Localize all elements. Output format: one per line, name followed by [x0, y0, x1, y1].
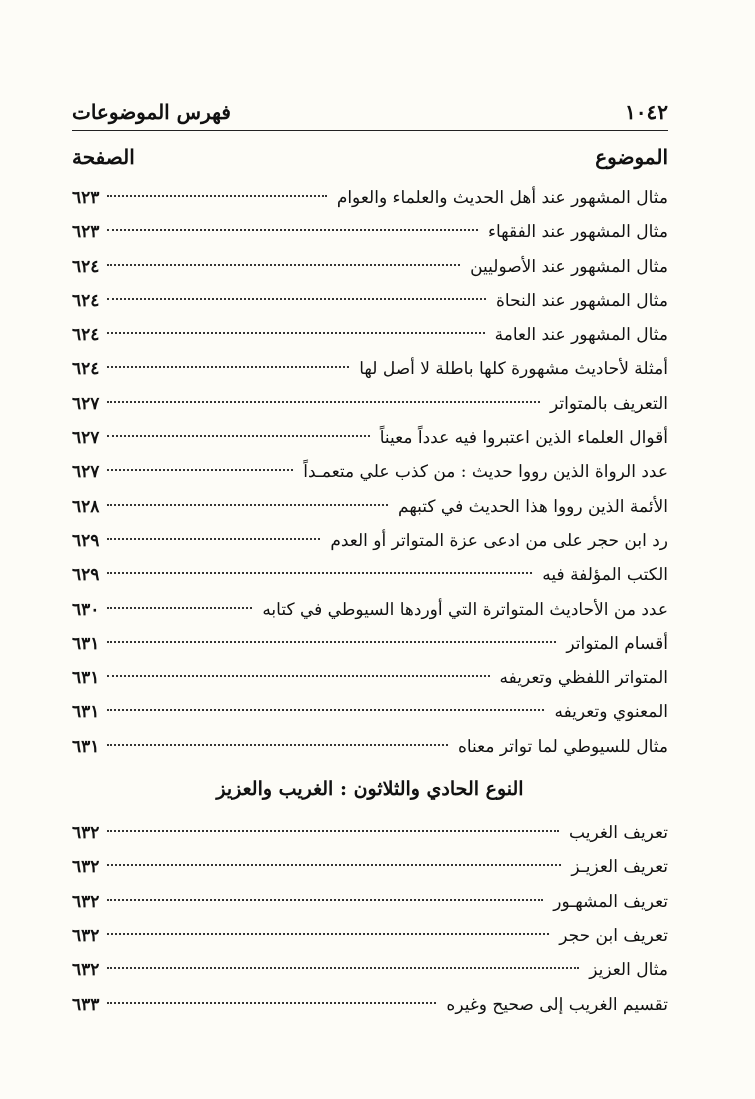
entry-page-number: ٦٣١: [72, 702, 100, 723]
entry-page-number: ٦٣٠: [72, 599, 100, 620]
index-entry: [72, 850, 668, 884]
index-entry: [72, 593, 668, 627]
entry-page-number: ٦٢٤: [72, 256, 100, 277]
dot-leader: [107, 933, 549, 935]
entry-title: مثال المشهور عند الأصوليين: [470, 256, 668, 277]
index-entry: [72, 627, 668, 661]
entry-title: رد ابن حجر على من ادعى عزة المتواتر أو العدم: [330, 530, 668, 551]
entry-title: تعريف ابن حجر: [559, 925, 668, 946]
index-entry: [72, 318, 668, 352]
entry-page-number: ٦٣١: [72, 736, 100, 757]
entry-title: المتواتر اللفظي وتعريفه: [499, 668, 668, 689]
dot-leader: [107, 572, 532, 574]
dot-leader: [107, 864, 561, 866]
entry-page-number: ٦٣١: [72, 668, 100, 689]
dot-leader: [107, 830, 559, 832]
entry-title: الأئمة الذين رووا هذا الحديث في كتبهم: [398, 496, 668, 517]
page-number: ١٠٤٢: [625, 100, 668, 124]
index-entry: [72, 490, 668, 524]
header-title: فهرس الموضوعات: [72, 100, 231, 124]
dot-leader: [107, 435, 369, 437]
index-page: [72, 100, 668, 1022]
entry-title: عدد من الأحاديث المتواترة التي أوردها السيوطي في كتابه: [262, 599, 668, 620]
index-entry: [72, 284, 668, 318]
dot-leader: [107, 607, 252, 609]
index-entry: [72, 524, 668, 558]
column-headings: [72, 145, 668, 169]
index-entry: [72, 953, 668, 987]
entry-page-number: ٦٣٢: [72, 857, 100, 878]
entry-title: أقوال العلماء الذين اعتبروا فيه عدداً معيناً: [379, 428, 668, 449]
dot-leader: [107, 229, 478, 231]
index-entry: [72, 695, 668, 729]
entry-page-number: ٦٢٤: [72, 359, 100, 380]
entry-page-number: ٦٣٢: [72, 960, 100, 981]
entry-title: المعنوي وتعريفه: [554, 702, 668, 723]
dot-leader: [107, 675, 489, 677]
index-entry: [72, 181, 668, 215]
section-title: النوع الحادي والثلاثون : الغريب والعزيز: [216, 778, 524, 801]
running-header: [72, 100, 668, 131]
entry-page-number: ٦٢٨: [72, 496, 100, 517]
index-entry: [72, 250, 668, 284]
dot-leader: [107, 332, 484, 334]
dot-leader: [107, 744, 448, 746]
dot-leader: [107, 469, 293, 471]
index-entry: [72, 919, 668, 953]
dot-leader: [107, 709, 544, 711]
index-entry: [72, 730, 668, 764]
entry-page-number: ٦٢٣: [72, 188, 100, 208]
dot-leader: [107, 1002, 436, 1004]
dot-leader: [107, 401, 540, 403]
entry-title: مثال المشهور عند النحاة: [496, 290, 668, 311]
entry-title: مثال المشهور عند العامة: [494, 325, 668, 346]
dot-leader: [107, 298, 486, 300]
entry-title: تعريف الغريب: [569, 823, 668, 844]
entry-page-number: ٦٢٧: [72, 428, 100, 449]
entry-page-number: ٦٢٧: [72, 393, 100, 414]
entry-title: التعريف بالمتواتر: [549, 393, 668, 414]
index-entry: [72, 352, 668, 386]
entry-title: مثال للسيوطي لما تواتر معناه: [457, 736, 668, 757]
dot-leader: [107, 641, 556, 643]
index-entry: [72, 215, 668, 249]
index-entry: [72, 816, 668, 850]
index-entry: [72, 885, 668, 919]
entry-page-number: ٦٢٤: [72, 325, 100, 346]
dot-leader: [107, 538, 320, 540]
index-list-b: [72, 816, 668, 1022]
entry-page-number: ٦٣٢: [72, 823, 100, 844]
dot-leader: [107, 967, 579, 969]
index-entry: [72, 661, 668, 695]
index-list-a: [72, 181, 668, 764]
entry-page-number: ٦٣١: [72, 633, 100, 654]
entry-title: أقسام المتواتر: [566, 633, 668, 654]
index-entry: [72, 558, 668, 592]
page-column-heading: الصفحة: [72, 145, 135, 169]
entry-title: تعريف العزيـز: [571, 857, 668, 878]
dot-leader: [107, 195, 326, 197]
entry-title: تعريف المشهـور: [553, 891, 668, 912]
index-entry: [72, 421, 668, 455]
entry-title: تقسيم الغريب إلى صحيح وغيره: [446, 994, 668, 1015]
index-entry: [72, 455, 668, 489]
dot-leader: [107, 899, 543, 901]
index-entry: [72, 988, 668, 1022]
entry-page-number: ٦٢٩: [72, 565, 100, 586]
entry-title: مثال المشهور عند أهل الحديث والعلماء والعوام: [336, 188, 668, 208]
entry-title: مثال العزيز: [589, 960, 668, 981]
entry-page-number: ٦٢٤: [72, 290, 100, 311]
entry-title: عدد الرواة الذين رووا حديث : من كذب علي متعمـداً: [303, 462, 668, 483]
entry-page-number: ٦٣٢: [72, 891, 100, 912]
entry-page-number: ٦٢٣: [72, 222, 100, 243]
dot-leader: [107, 366, 349, 368]
entry-title: أمثلة لأحاديث مشهورة كلها باطلة لا أصل لها: [359, 359, 668, 380]
entry-page-number: ٦٣٢: [72, 925, 100, 946]
entry-title: الكتب المؤلفة فيه: [542, 565, 668, 586]
topic-column-heading: الموضوع: [595, 145, 668, 169]
entry-page-number: ٦٢٩: [72, 530, 100, 551]
entry-page-number: ٦٢٧: [72, 462, 100, 483]
dot-leader: [107, 264, 460, 266]
entry-page-number: ٦٣٣: [72, 994, 100, 1015]
dot-leader: [107, 504, 388, 506]
index-entry: [72, 387, 668, 421]
entry-title: مثال المشهور عند الفقهاء: [487, 222, 668, 243]
